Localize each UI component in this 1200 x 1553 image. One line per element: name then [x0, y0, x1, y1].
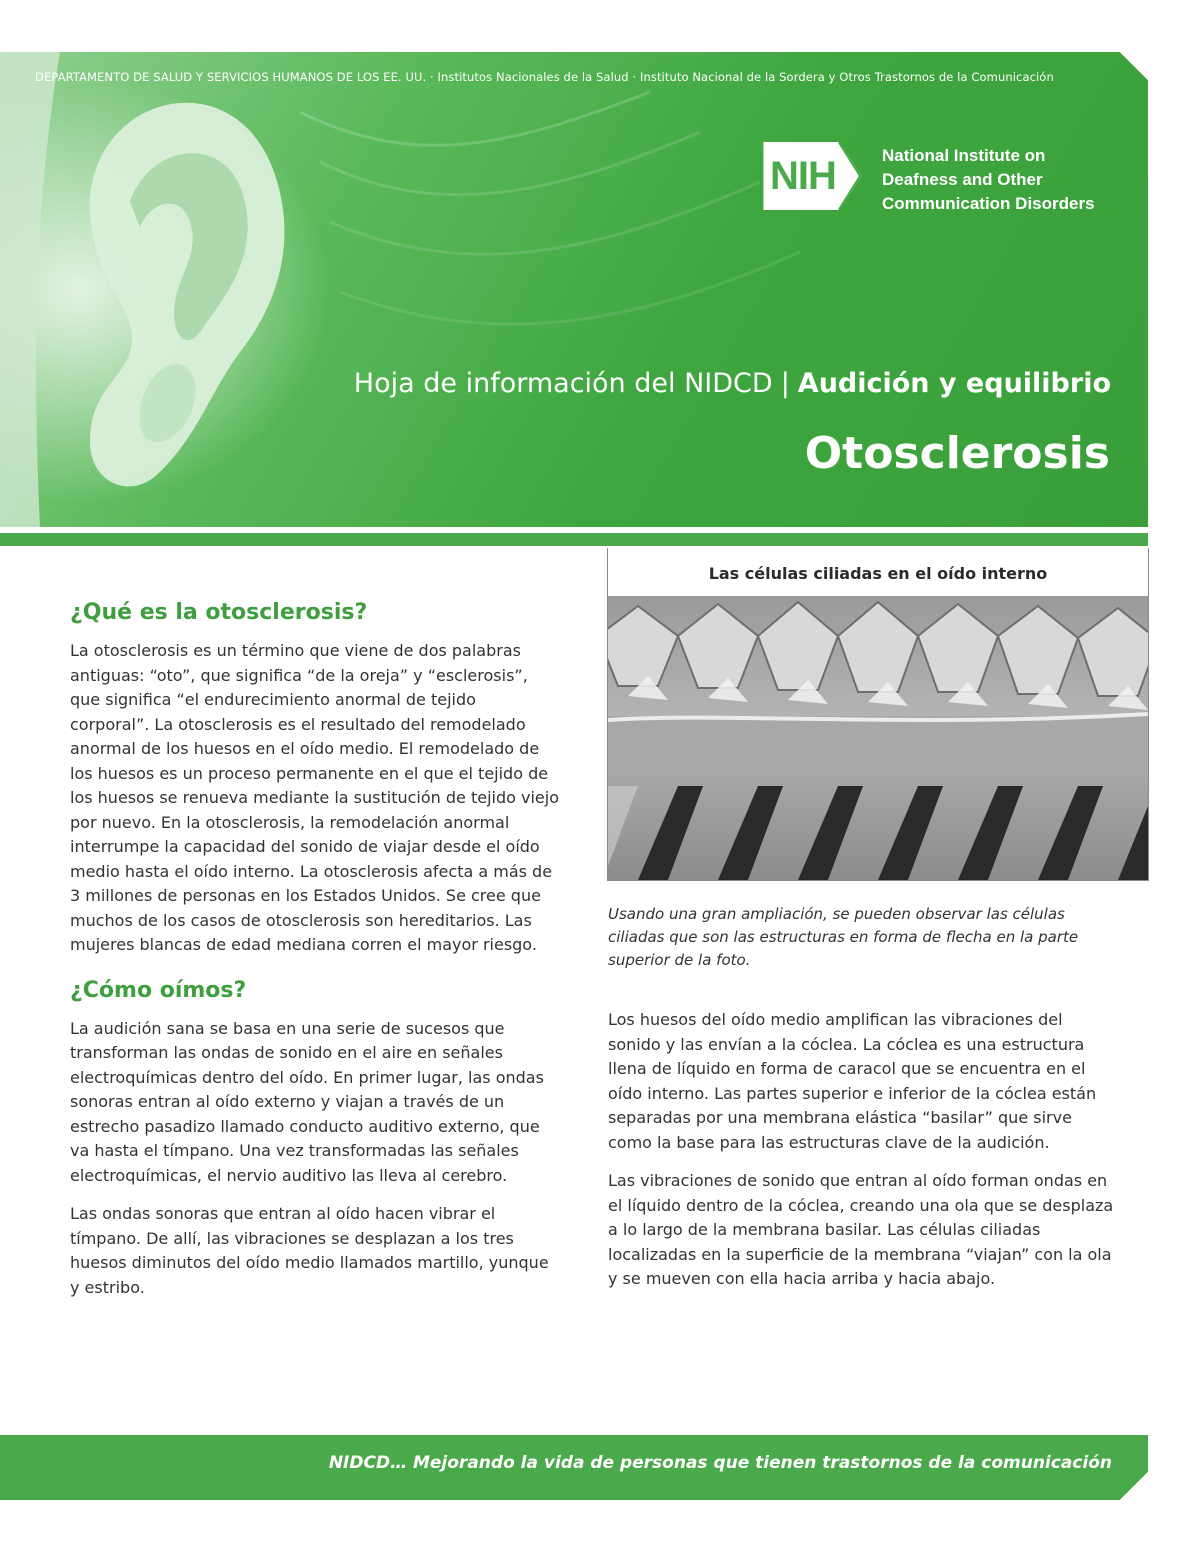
- heading-que-es: ¿Qué es la otosclerosis?: [70, 600, 368, 625]
- paragraph-como-oimos-1: La audición sana se basa en una serie de sucesos que transforman las ondas de sonido en el aire en señales electroquímicas dentro del oído. En primer lugar, las ondas sonoras entran al oído externo y viajan a través de un estrecho pasadizo llamado conducto auditivo externo, que va hasta el tímpano. Una vez transformadas las señales electroquímicas, el nervio auditivo las lleva al cerebro.: [70, 1018, 544, 1185]
- header-banner: [0, 52, 1148, 527]
- institute-name-line-3: Communication Disorders: [882, 194, 1095, 213]
- series-label: Hoja de información del NIDCD: [353, 368, 773, 399]
- left-column: [70, 600, 560, 1314]
- right-column: [608, 1008, 1118, 1306]
- figure-box: [607, 548, 1149, 881]
- institute-name-line-1: National Institute on: [882, 146, 1046, 165]
- series-separator: |: [780, 368, 790, 399]
- footer-corner-cut: [1120, 1472, 1148, 1500]
- divider-rule: [0, 533, 1148, 546]
- paragraph-como-oimos-2: Las ondas sonoras que entran al oído hacen vibrar el tímpano. De allí, las vibraciones se desplazan a los tres huesos diminutos del oído medio llamados martillo, yunque y estribo.: [70, 1204, 549, 1297]
- institute-name-line-2: Deafness and Other: [882, 170, 1043, 189]
- paragraph-que-es-1: La otosclerosis es un término que viene de dos palabras antiguas: “oto”, que significa “de la oreja” y “esclerosis”, que significa “el endurecimiento anormal de tejido corporal”. La otosclerosis es el resultado del remodelado anormal de los huesos en el oído medio. El remodelado de los huesos es un proceso permanente en el que el tejido de los huesos se renueva mediante la sustitución de tejido viejo por nuevo. En la otosclerosis, la remodelación anormal interrumpe la capacidad del sonido de viajar desde el oído medio hasta el oído interno. La otosclerosis afecta a más de 3 millones de personas en los Estados Unidos. Se cree que muchos de los casos de otosclerosis son hereditarios. Las mujeres blancas de edad mediana corren el mayor riesgo.: [70, 641, 559, 954]
- nih-logo-text: NIH: [770, 154, 836, 198]
- series-line: [354, 368, 1111, 399]
- institute-name: [882, 144, 1122, 216]
- series-topic: Audición y equilibrio: [797, 368, 1111, 399]
- footer-tagline: NIDCD… Mejorando la vida de personas que tienen trastornos de la comunicación: [328, 1453, 1112, 1473]
- paragraph-right-2: Las vibraciones de sonido que entran al oído forman ondas en el líquido dentro de la cóclea, creando una ola que se desplaza a lo largo de la membrana basilar. Las células ciliadas localizadas en la superficie de la membrana “viajan” con la ola y se mueven con ella hacia arriba y hacia abajo.: [608, 1171, 1114, 1288]
- page-title: Otosclerosis: [804, 428, 1110, 479]
- figure-caption: Usando una gran ampliación, se pueden observar las células ciliadas que son las estructuras en forma de flecha en la parte superior de la foto.: [608, 905, 1079, 969]
- nih-logo: [762, 140, 1122, 220]
- heading-como-oimos: ¿Cómo oímos?: [70, 977, 247, 1003]
- figure-title: Las células ciliadas en el oído interno: [708, 564, 1048, 583]
- department-line: DEPARTAMENTO DE SALUD Y SERVICIOS HUMANOS DE LOS EE. UU. · Institutos Nacionales de la Salud · Instituto Nacional de la Sordera y Otros Trastornos de la Comunicación: [35, 70, 1054, 84]
- paragraph-right-1: Los huesos del oído medio amplifican las vibraciones del sonido y las envían a la cóclea. La cóclea es una estructura llena de líquido en forma de caracol que se encuentra en el oído interno. Las partes superior e inferior de la cóclea están separadas por una membrana elástica “basilar” que sirve como la base para las estructuras clave de la audición.: [608, 1010, 1097, 1152]
- footer-bar: [0, 1435, 1148, 1500]
- hair-cells-micrograph: [608, 596, 1148, 880]
